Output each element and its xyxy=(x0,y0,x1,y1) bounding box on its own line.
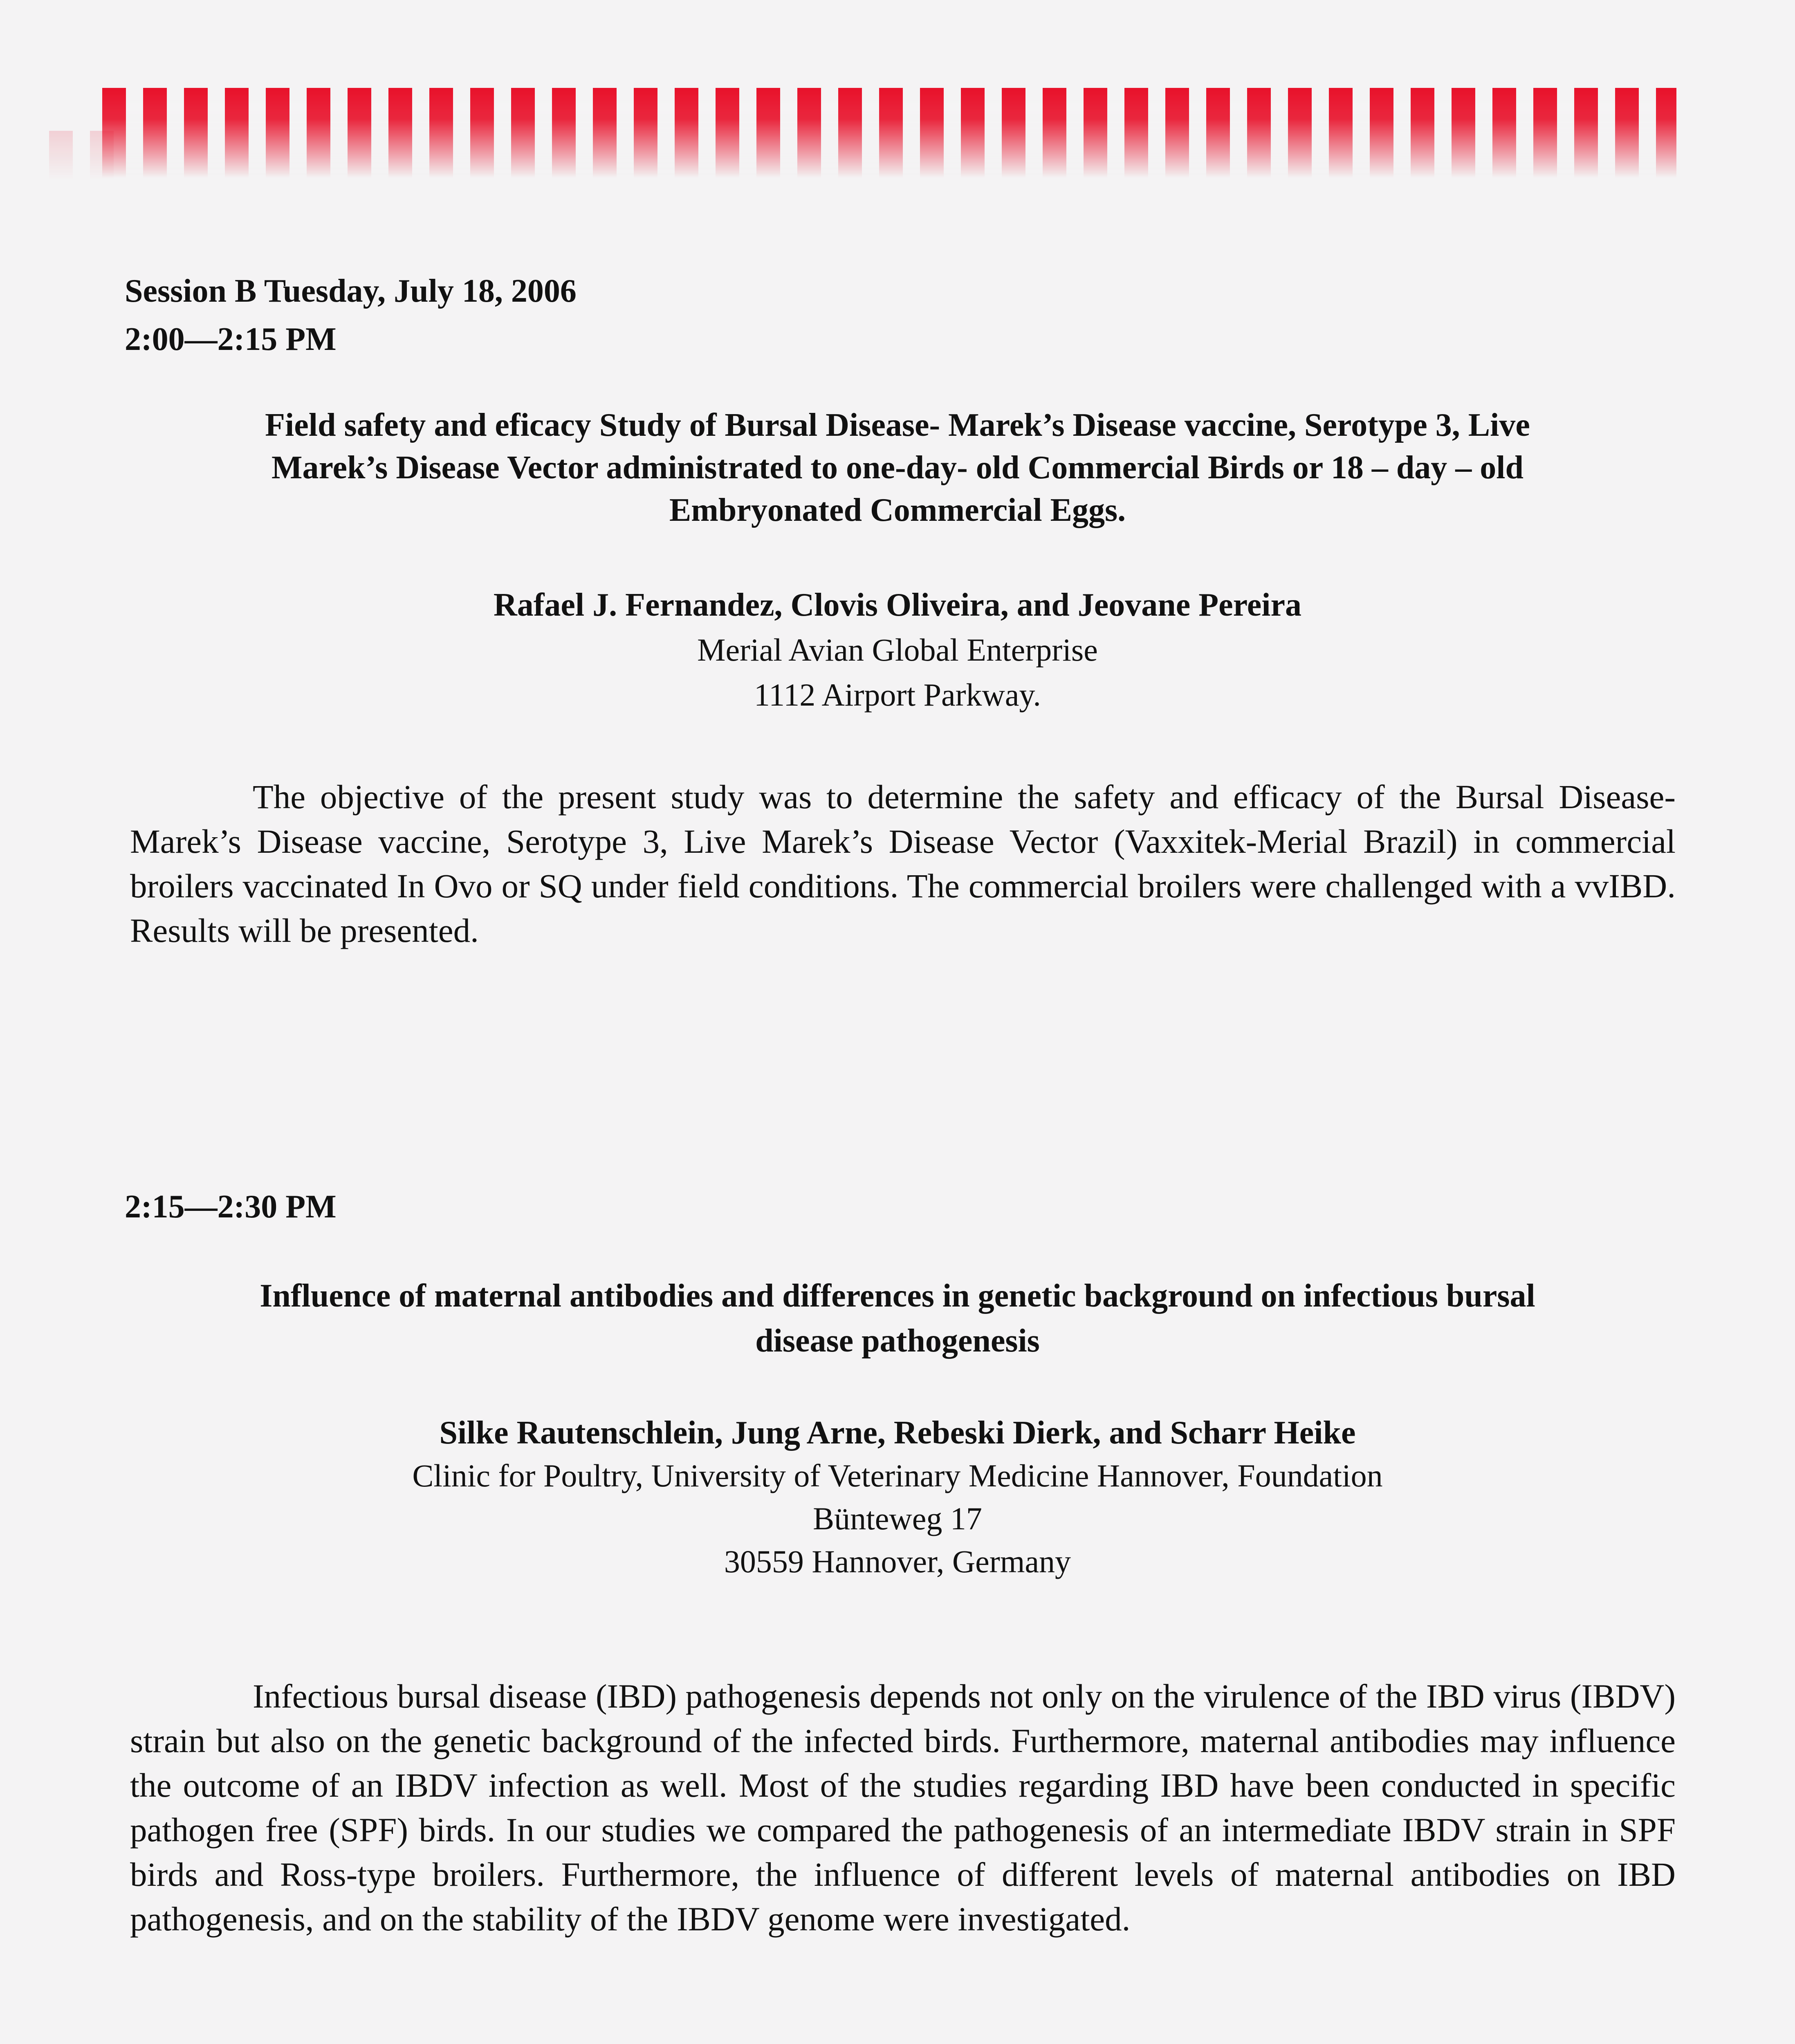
session-header: Session B Tuesday, July 18, 2006 xyxy=(125,273,577,309)
abstract-1-title-line-2: Marek’s Disease Vector administrated to one-day- old Commercial Birds or 18 – day – old xyxy=(271,450,1524,486)
abstract-2-authors: Silke Rautenschlein, Jung Arne, Rebeski Dierk, and Scharr Heike xyxy=(439,1415,1356,1451)
abstract-1-title-line-1: Field safety and eficacy Study of Bursal Disease- Marek’s Disease vaccine, Serotype 3, Live xyxy=(265,407,1530,443)
session-time-1: 2:00—2:15 PM xyxy=(125,321,337,357)
decorative-red-striped-banner xyxy=(102,88,1676,178)
abstract-2-affiliation-line-3: 30559 Hannover, Germany xyxy=(724,1544,1071,1579)
abstract-2-affiliation-line-1: Clinic for Poultry, University of Veterinary Medicine Hannover, Foundation xyxy=(412,1458,1383,1493)
abstract-1-title-line-3: Embryonated Commercial Eggs. xyxy=(669,492,1126,528)
abstract-2-title-line-2: disease pathogenesis xyxy=(755,1323,1040,1359)
abstract-1-body-text: The objective of the present study was to determine the safety and efficacy of the Bursal Disease- Marek’s Disease vaccine, Serotype 3, Live Marek’s Disease Vector (Vaxxitek-Merial Brazil) in commercial broilers vaccinated In Ovo or SQ under field conditions. The commercial broilers were challenged with a vvIBD. Results will be presented. xyxy=(130,778,1676,949)
abstract-2-body xyxy=(130,1674,1676,1941)
abstract-2-affiliation-line-2: Bünteweg 17 xyxy=(813,1501,982,1536)
abstract-2-body-text: Infectious bursal disease (IBD) pathogenesis depends not only on the virulence of the IBD virus (IBDV) strain but also on the genetic background of the infected birds. Furthermore, maternal antibodies may influence the outcome of an IBDV infection as well. Most of the studies regarding IBD have been conducted in specific pathogen free (SPF) birds. In our studies we compared the pathogenesis of an intermediate IBDV strain in SPF birds and Ross-type broilers. Furthermore, the influence of different levels of maternal antibodies on IBD pathogenesis, and on the stability of the IBDV genome were investigated. xyxy=(130,1677,1676,1938)
abstract-1-authors: Rafael J. Fernandez, Clovis Oliveira, and Jeovane Pereira xyxy=(494,587,1301,623)
abstract-1-affiliation-line-2: 1112 Airport Parkway. xyxy=(754,677,1041,713)
abstract-1-affiliation-line-1: Merial Avian Global Enterprise xyxy=(697,632,1098,668)
abstract-1-body xyxy=(130,775,1676,953)
session-time-2: 2:15—2:30 PM xyxy=(125,1189,337,1225)
abstract-2-title-line-1: Influence of maternal antibodies and differences in genetic background on infectious bursal xyxy=(260,1278,1535,1314)
